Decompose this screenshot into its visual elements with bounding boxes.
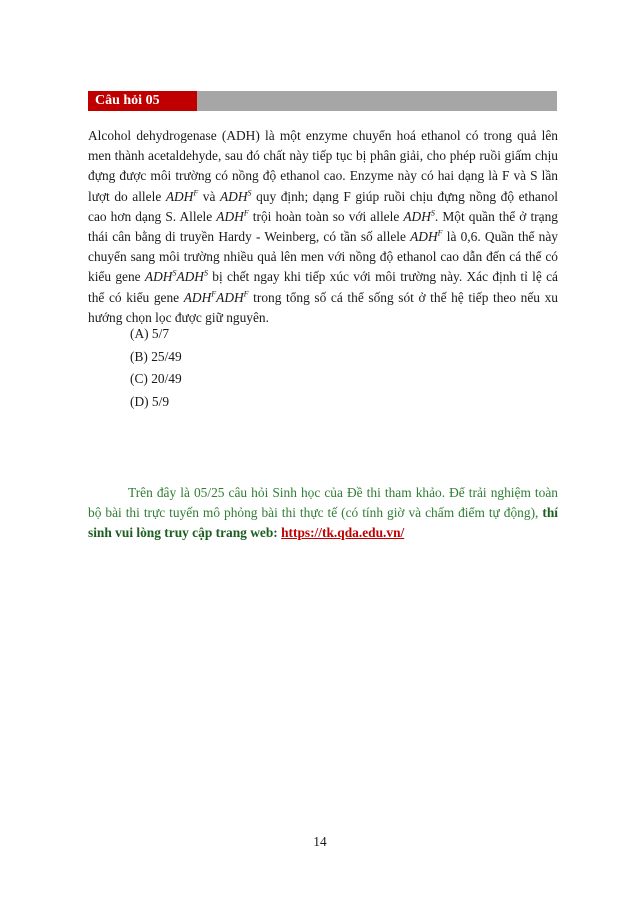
genotype-symbol: $ADH^SADH^S$ bbox=[144, 268, 208, 285]
website-link[interactable]: https://tk.qda.edu.vn/ bbox=[281, 525, 405, 541]
answer-options bbox=[130, 323, 182, 413]
gene-symbol: $ADH^F$ bbox=[165, 188, 199, 204]
page-number: 14 bbox=[313, 834, 327, 849]
option-c: (C) 20/49 bbox=[130, 371, 182, 386]
genotype-symbol: $ADH^FADH^F$ bbox=[183, 289, 249, 305]
note-bold-text: thí sinh vui lòng truy cập trang web: bbox=[88, 505, 558, 541]
question-number-label: Câu hỏi 05 bbox=[88, 91, 197, 111]
question-text-part: Alcohol dehydrogenase (ADH) là một enzyme chuyển hoá ethanol có trong quả lên men thành acetaldehyde, sau đó chất này tiếp tục bị phân giải, cho phép ruồi giấm chịu đựng được môi trường có nồng độ ethanol cao. Enzyme này có hai dạng là F và S lần lượt do allele bbox=[88, 128, 558, 204]
option-b: (B) 25/49 bbox=[130, 348, 182, 364]
question-text-part: trong tổng số cá thể sống sót ở thế hệ tiếp theo nếu xu hướng chọn lọc được giữ nguyên. bbox=[88, 289, 558, 325]
question-text-part: . Một quần thể ở trạng thái cân bằng di truyền Hardy - Weinberg, có tần số allele bbox=[88, 208, 558, 245]
gene-symbol: $ADH^F$ bbox=[216, 208, 249, 224]
question-text-part: là 0,6. Quần thể này chuyển sang môi trường nhiều quả lên men với nồng độ ethanol cao dẫn đến cá thể có kiểu gene bbox=[88, 229, 558, 285]
question-header-bar bbox=[88, 91, 557, 111]
note-text: Trên đây là 05/25 câu hỏi Sinh học của Đề thi tham khảo. Để trải nghiệm toàn bộ bài thi trực tuyến mô phỏng bài thi thực tế (có tính giờ và chấm điểm tự động), bbox=[88, 485, 558, 521]
question-text-part: trội hoàn toàn so với allele bbox=[248, 208, 404, 224]
question-text-part: và bbox=[198, 188, 220, 204]
closing-note bbox=[88, 483, 558, 544]
gene-symbol: $ADH^F$ bbox=[410, 228, 443, 245]
option-d: (D) 5/9 bbox=[130, 393, 170, 409]
question-text-part: bị chết ngay khi tiếp xúc với môi trường này. Xác định tỉ lệ cá thể có kiểu gene bbox=[88, 269, 559, 305]
gene-symbol: $ADH^S$ bbox=[219, 188, 252, 204]
option-a: (A) 5/7 bbox=[130, 326, 170, 341]
question-text bbox=[88, 126, 558, 328]
gene-symbol: $ADH^S$ bbox=[403, 208, 435, 224]
question-text-part: quy định; dạng F giúp ruồi chịu đựng nồng độ ethanol cao hơn dạng S. Allele bbox=[88, 188, 558, 224]
